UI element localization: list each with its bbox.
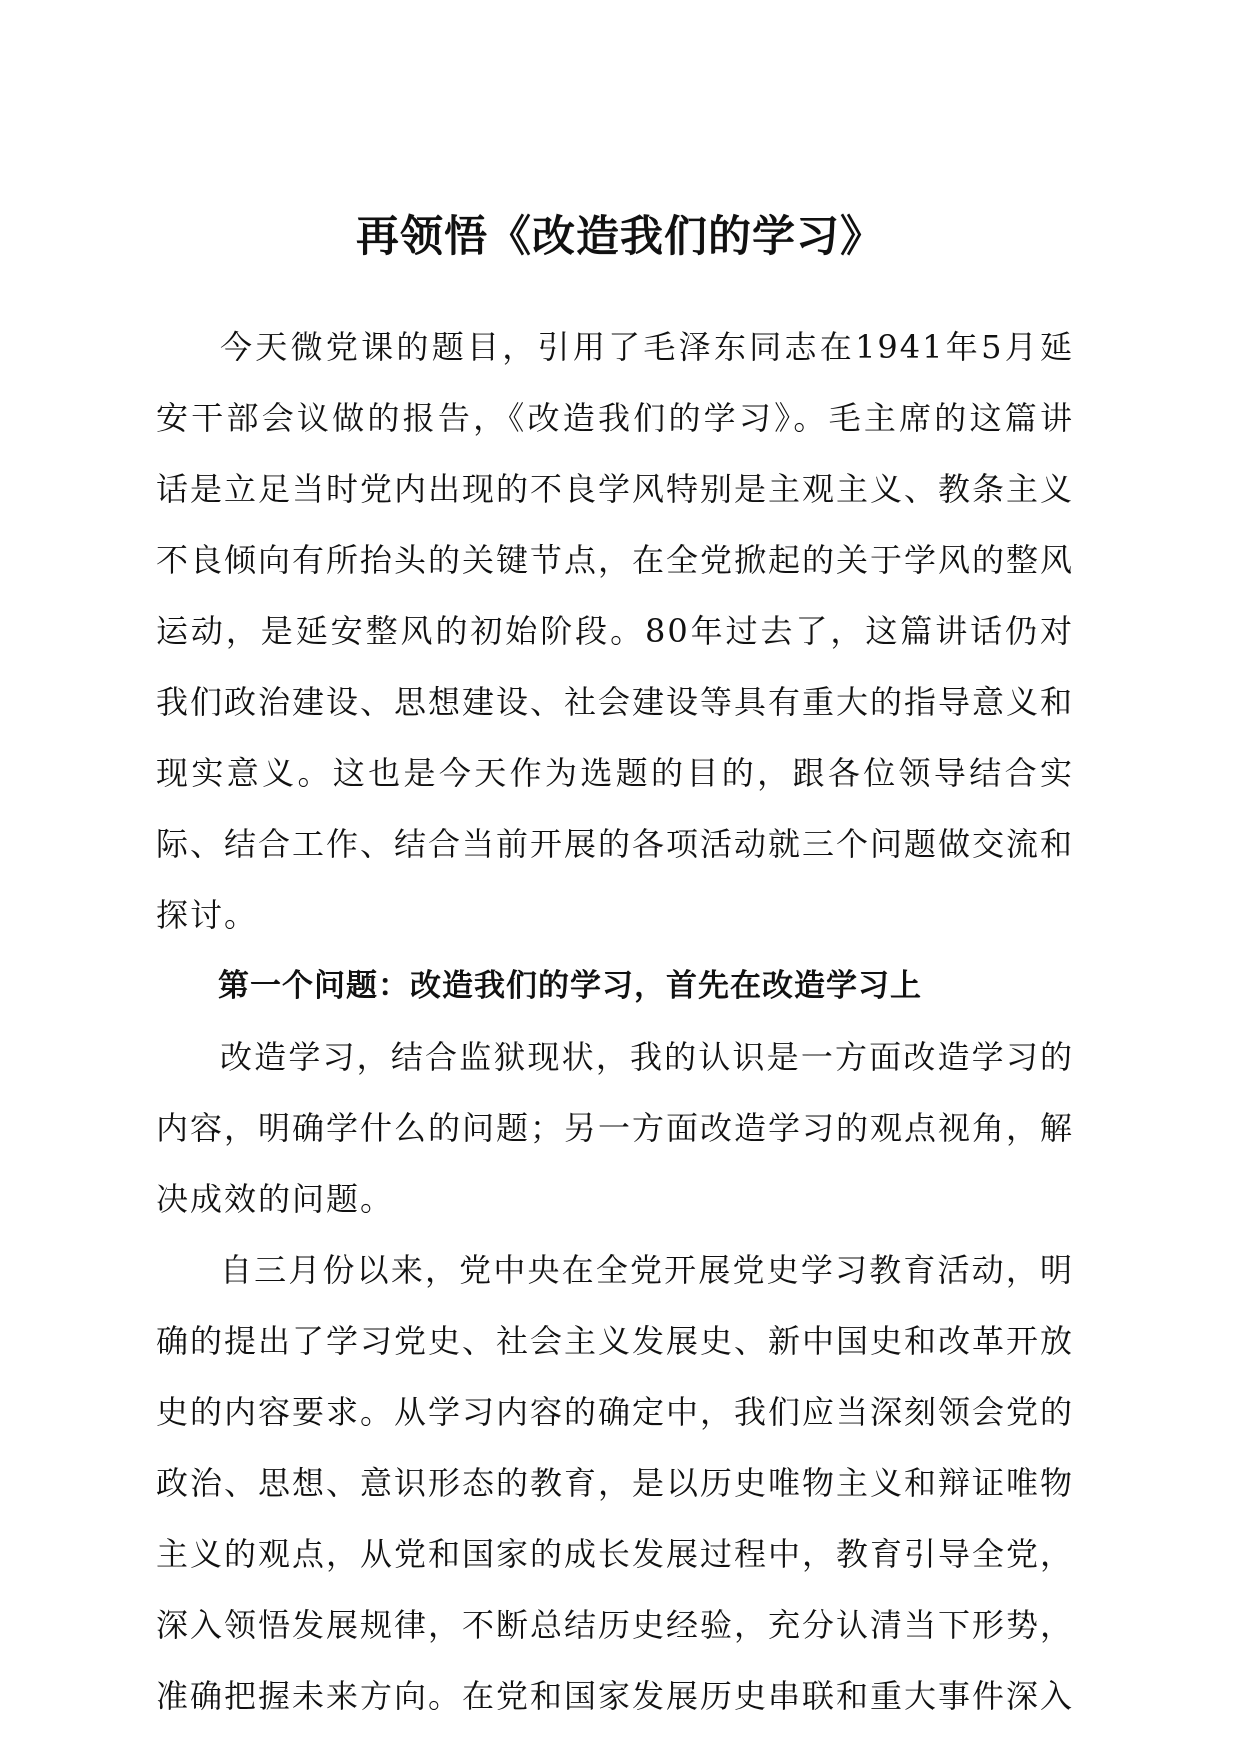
section-paragraph-2: 自三月份以来，党中央在全党开展党史学习教育活动，明确的提出了学习党史、社会主义发展史、新中国史和改革开放史的内容要求。从学习内容的确定中，我们应当深刻领会党的政治、思想、意识形态的教育，是以历史唯物主义和辩证唯物主义的观点，从党和国家的成长发展过程中，教育引导全党，深入领悟发展规律，不断总结历史经验，充分认清当下形势，准确把握未来方向。在党和国家发展历史串联和重大事件深入 [156,1251,1075,1715]
intro-paragraph: 今天微党课的题目，引用了毛泽东同志在1941年5月延安干部会议做的报告，《改造我们的学习》。毛主席的这篇讲话是立足当时党内出现的不良学风特别是主观主义、教条主义不良倾向有所抬头的关键节点，在全党掀起的关于学风的整风运动，是延安整风的初始阶段。80年过去了，这篇讲话仍对我们政治建设、思想建设、社会建设等具有重大的指导意义和现实意义。这也是今天作为选题的目的，跟各位领导结合实际、结合工作、结合当前开展的各项活动就三个问题做交流和探讨。 [156,328,1075,934]
document-title: 再领悟《改造我们的学习》 [356,211,884,262]
document-body [156,312,1074,1732]
section-paragraph-1: 改造学习，结合监狱现状，我的认识是一方面改造学习的内容，明确学什么的问题；另一方面改造学习的观点视角，解决成效的问题。 [156,1038,1075,1218]
section-heading: 第一个问题：改造我们的学习，首先在改造学习上 [218,968,922,1004]
